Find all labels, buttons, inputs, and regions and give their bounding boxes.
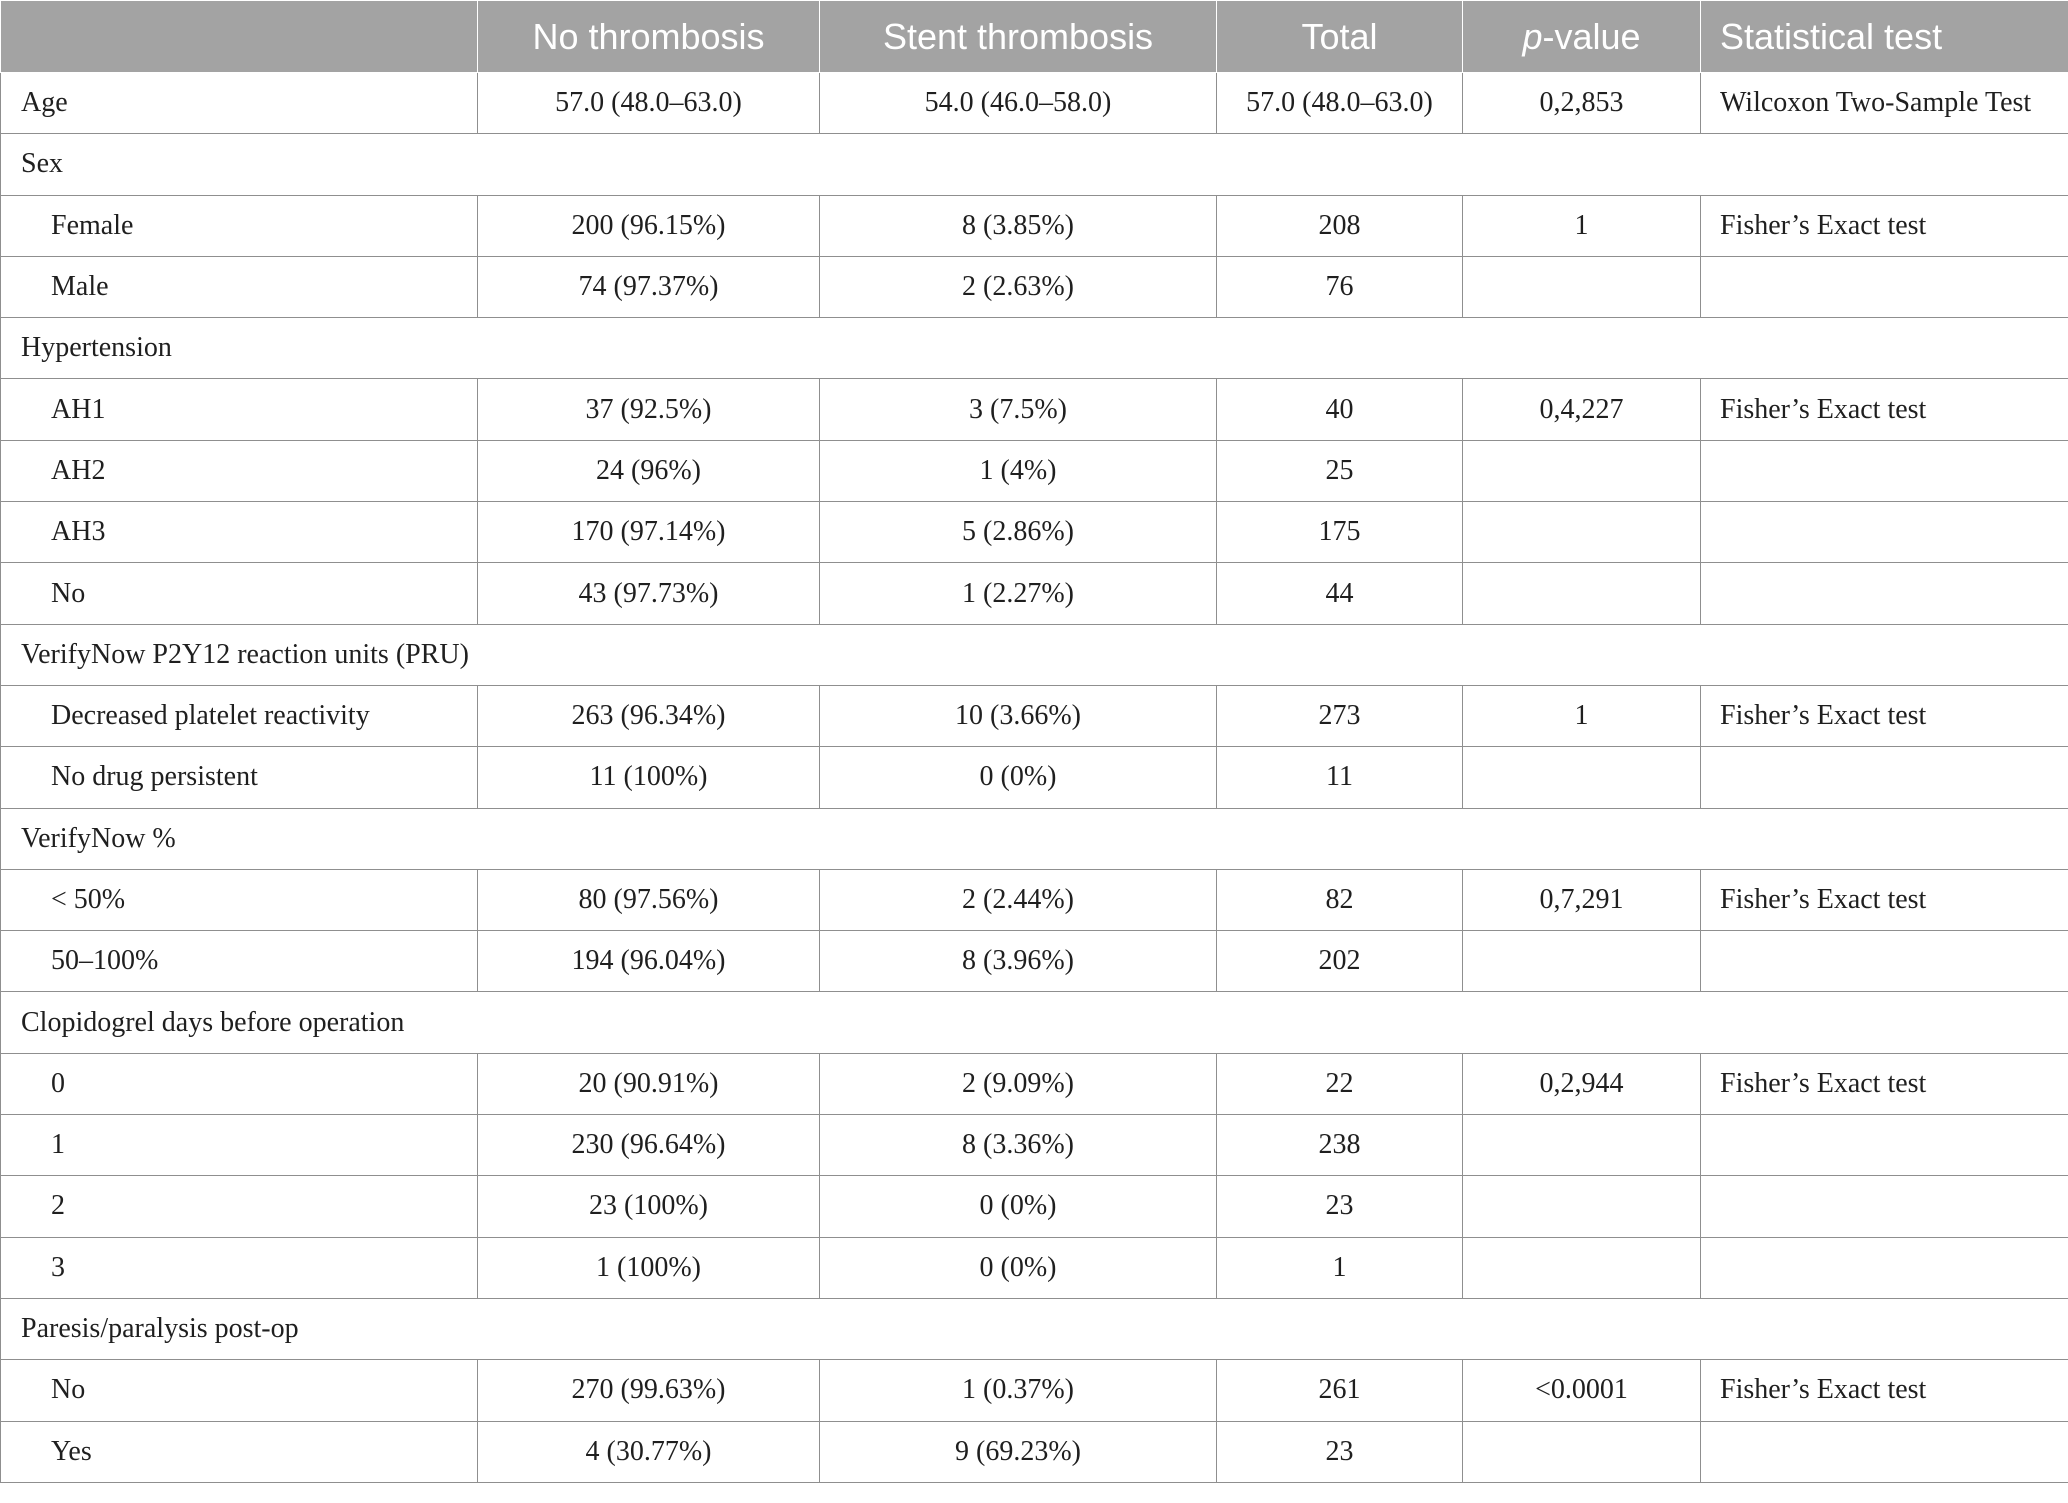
cell-statistical-test <box>1701 1176 2068 1237</box>
cell-stent-thrombosis: 8 (3.85%) <box>820 195 1217 256</box>
header-variable <box>1 1 478 73</box>
cell-p-value: 0,2,944 <box>1463 1053 1701 1114</box>
cell-statistical-test <box>1701 502 2068 563</box>
header-p-value-suffix: -value <box>1542 15 1641 57</box>
row-label: Male <box>1 256 478 317</box>
row-label: Age <box>1 73 478 134</box>
cell-statistical-test: Fisher’s Exact test <box>1701 379 2068 440</box>
table-row <box>1 1360 2068 1421</box>
table-row <box>1 931 2068 992</box>
cell-stent-thrombosis: 8 (3.36%) <box>820 1115 1217 1176</box>
cell-statistical-test: Fisher’s Exact test <box>1701 195 2068 256</box>
table-row <box>1 1176 2068 1237</box>
cell-p-value: 1 <box>1463 195 1701 256</box>
cell-no-thrombosis: 11 (100%) <box>478 747 820 808</box>
row-label: AH3 <box>1 502 478 563</box>
cell-total: 238 <box>1217 1115 1463 1176</box>
cell-p-value: 0,2,853 <box>1463 73 1701 134</box>
cell-stent-thrombosis: 2 (2.44%) <box>820 869 1217 930</box>
section-row <box>1 992 2068 1053</box>
header-p-value <box>1463 1 1701 73</box>
header-row <box>1 1 2068 73</box>
cell-p-value <box>1463 1115 1701 1176</box>
cell-no-thrombosis: 57.0 (48.0–63.0) <box>478 73 820 134</box>
table-row <box>1 256 2068 317</box>
cell-stent-thrombosis: 1 (4%) <box>820 440 1217 501</box>
table-row <box>1 195 2068 256</box>
cell-no-thrombosis: 4 (30.77%) <box>478 1421 820 1482</box>
cell-total: 40 <box>1217 379 1463 440</box>
cell-no-thrombosis: 74 (97.37%) <box>478 256 820 317</box>
header-no-thrombosis: No thrombosis <box>478 1 820 73</box>
cell-no-thrombosis: 20 (90.91%) <box>478 1053 820 1114</box>
cell-total: 76 <box>1217 256 1463 317</box>
cell-total: 273 <box>1217 685 1463 746</box>
cell-no-thrombosis: 270 (99.63%) <box>478 1360 820 1421</box>
section-row <box>1 1298 2068 1359</box>
row-label: Female <box>1 195 478 256</box>
section-row <box>1 134 2068 195</box>
cell-total: 261 <box>1217 1360 1463 1421</box>
cell-total: 82 <box>1217 869 1463 930</box>
row-label: No <box>1 563 478 624</box>
section-row <box>1 808 2068 869</box>
row-label: < 50% <box>1 869 478 930</box>
table-row <box>1 440 2068 501</box>
table-body <box>1 73 2068 1483</box>
cell-p-value <box>1463 1237 1701 1298</box>
cell-no-thrombosis: 37 (92.5%) <box>478 379 820 440</box>
table-row <box>1 73 2068 134</box>
cell-total: 175 <box>1217 502 1463 563</box>
row-label: 2 <box>1 1176 478 1237</box>
row-label: 50–100% <box>1 931 478 992</box>
row-label: No drug persistent <box>1 747 478 808</box>
header-statistical-test: Statistical test <box>1701 1 2068 73</box>
cell-total: 11 <box>1217 747 1463 808</box>
cell-statistical-test: Fisher’s Exact test <box>1701 1360 2068 1421</box>
section-label: Hypertension <box>1 318 2068 379</box>
cell-statistical-test <box>1701 931 2068 992</box>
cell-no-thrombosis: 1 (100%) <box>478 1237 820 1298</box>
cell-p-value <box>1463 931 1701 992</box>
cell-p-value <box>1463 502 1701 563</box>
cell-stent-thrombosis: 0 (0%) <box>820 1237 1217 1298</box>
cell-statistical-test: Fisher’s Exact test <box>1701 685 2068 746</box>
header-p-value-italic: p <box>1522 15 1543 57</box>
cell-stent-thrombosis: 2 (2.63%) <box>820 256 1217 317</box>
table-row <box>1 1053 2068 1114</box>
cell-statistical-test <box>1701 1115 2068 1176</box>
row-label: Decreased platelet reactivity <box>1 685 478 746</box>
cell-p-value <box>1463 1176 1701 1237</box>
cell-stent-thrombosis: 10 (3.66%) <box>820 685 1217 746</box>
section-label: Clopidogrel days before operation <box>1 992 2068 1053</box>
table-row <box>1 563 2068 624</box>
cell-statistical-test: Fisher’s Exact test <box>1701 1053 2068 1114</box>
cell-statistical-test <box>1701 563 2068 624</box>
cell-total: 208 <box>1217 195 1463 256</box>
cell-p-value <box>1463 440 1701 501</box>
cell-no-thrombosis: 263 (96.34%) <box>478 685 820 746</box>
cell-p-value: 0,4,227 <box>1463 379 1701 440</box>
table-row <box>1 1115 2068 1176</box>
cell-p-value <box>1463 1421 1701 1482</box>
cell-stent-thrombosis: 2 (9.09%) <box>820 1053 1217 1114</box>
cell-stent-thrombosis: 1 (0.37%) <box>820 1360 1217 1421</box>
cell-stent-thrombosis: 3 (7.5%) <box>820 379 1217 440</box>
cell-p-value: <0.0001 <box>1463 1360 1701 1421</box>
table-row <box>1 685 2068 746</box>
cell-statistical-test: Fisher’s Exact test <box>1701 869 2068 930</box>
section-label: Paresis/paralysis post-op <box>1 1298 2068 1359</box>
cell-stent-thrombosis: 54.0 (46.0–58.0) <box>820 73 1217 134</box>
section-label: Sex <box>1 134 2068 195</box>
cell-stent-thrombosis: 0 (0%) <box>820 747 1217 808</box>
row-label: 0 <box>1 1053 478 1114</box>
cell-statistical-test <box>1701 747 2068 808</box>
row-label: 3 <box>1 1237 478 1298</box>
cell-total: 25 <box>1217 440 1463 501</box>
cell-no-thrombosis: 170 (97.14%) <box>478 502 820 563</box>
row-label: No <box>1 1360 478 1421</box>
cell-total: 202 <box>1217 931 1463 992</box>
table-header <box>1 1 2068 73</box>
row-label: 1 <box>1 1115 478 1176</box>
cell-p-value: 1 <box>1463 685 1701 746</box>
table-row <box>1 1421 2068 1482</box>
cell-statistical-test <box>1701 256 2068 317</box>
cell-statistical-test <box>1701 440 2068 501</box>
table-row <box>1 869 2068 930</box>
cell-no-thrombosis: 200 (96.15%) <box>478 195 820 256</box>
row-label: AH2 <box>1 440 478 501</box>
section-label: VerifyNow P2Y12 reaction units (PRU) <box>1 624 2068 685</box>
cell-total: 23 <box>1217 1176 1463 1237</box>
cell-stent-thrombosis: 5 (2.86%) <box>820 502 1217 563</box>
cell-no-thrombosis: 23 (100%) <box>478 1176 820 1237</box>
cell-no-thrombosis: 80 (97.56%) <box>478 869 820 930</box>
table-row <box>1 502 2068 563</box>
cell-total: 22 <box>1217 1053 1463 1114</box>
cell-no-thrombosis: 194 (96.04%) <box>478 931 820 992</box>
cell-p-value <box>1463 256 1701 317</box>
cell-no-thrombosis: 43 (97.73%) <box>478 563 820 624</box>
table-row <box>1 379 2068 440</box>
cell-stent-thrombosis: 0 (0%) <box>820 1176 1217 1237</box>
cell-statistical-test <box>1701 1421 2068 1482</box>
cell-p-value <box>1463 747 1701 808</box>
section-label: VerifyNow % <box>1 808 2068 869</box>
cell-no-thrombosis: 230 (96.64%) <box>478 1115 820 1176</box>
cell-stent-thrombosis: 1 (2.27%) <box>820 563 1217 624</box>
cell-stent-thrombosis: 9 (69.23%) <box>820 1421 1217 1482</box>
cell-statistical-test <box>1701 1237 2068 1298</box>
cell-stent-thrombosis: 8 (3.96%) <box>820 931 1217 992</box>
table-row <box>1 747 2068 808</box>
cell-total: 23 <box>1217 1421 1463 1482</box>
cell-p-value <box>1463 563 1701 624</box>
cell-no-thrombosis: 24 (96%) <box>478 440 820 501</box>
section-row <box>1 624 2068 685</box>
cell-statistical-test: Wilcoxon Two-Sample Test <box>1701 73 2068 134</box>
row-label: Yes <box>1 1421 478 1482</box>
cell-p-value: 0,7,291 <box>1463 869 1701 930</box>
cell-total: 44 <box>1217 563 1463 624</box>
table-row <box>1 1237 2068 1298</box>
header-total: Total <box>1217 1 1463 73</box>
section-row <box>1 318 2068 379</box>
row-label: AH1 <box>1 379 478 440</box>
cell-total: 1 <box>1217 1237 1463 1298</box>
header-stent-thrombosis: Stent thrombosis <box>820 1 1217 73</box>
cell-total: 57.0 (48.0–63.0) <box>1217 73 1463 134</box>
